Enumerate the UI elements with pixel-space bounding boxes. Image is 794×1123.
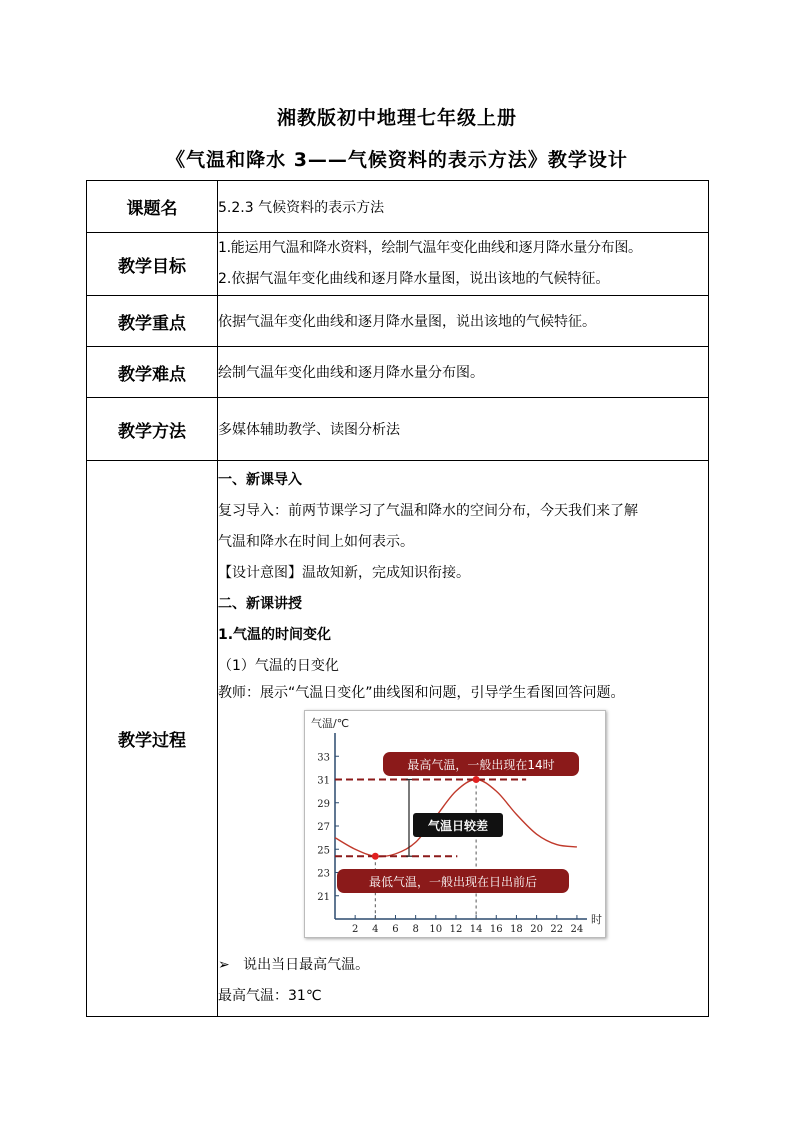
y-tick-label: 31 <box>317 775 330 787</box>
x-tick-label: 16 <box>489 924 503 935</box>
x-tick-label: 10 <box>429 924 443 935</box>
x-tick-label: 22 <box>550 924 564 935</box>
min-annotation: 最低气温，一般出现在日出前后 <box>368 875 538 889</box>
value-key <box>218 296 709 347</box>
value-topic <box>218 181 709 233</box>
x-tick-label: 20 <box>530 924 543 935</box>
row-goals <box>87 233 709 296</box>
x-axis-label: 时 <box>591 913 602 926</box>
max-annotation: 最高气温，一般出现在14时 <box>407 758 555 772</box>
y-axis-label: 气温/℃ <box>311 717 350 730</box>
x-tick-label: 8 <box>412 924 419 935</box>
value-difficulty <box>218 347 709 398</box>
row-method <box>87 398 709 461</box>
label-difficulty: 教学难点 <box>87 347 218 398</box>
row-topic <box>87 181 709 233</box>
topic-text: 5.2.3 气候资料的表示方法 <box>218 199 385 216</box>
design-intent: 【设计意图】温故知新，完成知识衔接。 <box>218 565 470 581</box>
bullet-arrow-icon: ➢ <box>218 957 230 973</box>
x-tick-label: 6 <box>392 924 399 935</box>
review-line-2: 气温和降水在时间上如何表示。 <box>218 534 414 550</box>
section-teaching-heading: 二、新课讲授 <box>218 596 302 612</box>
method-text: 多媒体辅助教学、读图分析法 <box>218 422 400 438</box>
max-point <box>473 776 480 783</box>
lesson-plan-table <box>86 180 709 1017</box>
y-tick-label: 25 <box>317 845 330 857</box>
x-tick-label: 14 <box>469 924 483 935</box>
label-process: 教学过程 <box>87 461 218 1017</box>
x-tick-label: 18 <box>510 924 523 935</box>
range-annotation: 气温日较差 <box>427 819 489 833</box>
y-tick-label: 23 <box>317 868 330 880</box>
label-key: 教学重点 <box>87 296 218 347</box>
document-subtitle: 《气温和降水 3——气候资料的表示方法》教学设计 <box>166 149 628 171</box>
review-line-1: 复习导入：前两节课学习了气温和降水的空间分布，今天我们来了解 <box>218 503 638 519</box>
y-tick-label: 29 <box>317 798 330 810</box>
x-tick-label: 4 <box>372 924 379 935</box>
y-tick-label: 33 <box>317 752 330 764</box>
row-difficulty <box>87 347 709 398</box>
goal-line-1: 1.能运用气温和降水资料，绘制气温年变化曲线和逐月降水量分布图。 <box>218 240 642 256</box>
daily-temperature-chart <box>304 710 606 938</box>
label-method: 教学方法 <box>87 398 218 461</box>
label-goals: 教学目标 <box>87 233 218 296</box>
value-process <box>218 461 709 1017</box>
y-tick-label: 27 <box>317 822 330 833</box>
section-intro-heading: 一、新课导入 <box>218 472 302 488</box>
answer-text: 最高气温：31℃ <box>218 988 322 1004</box>
question-text: 说出当日最高气温。 <box>243 957 370 973</box>
document-title: 湘教版初中地理七年级上册 <box>276 107 517 129</box>
x-tick-label: 2 <box>351 924 359 935</box>
goal-line-2: 2.依据气温年变化曲线和逐月降水量图，说出该地的气候特征。 <box>218 271 610 287</box>
x-tick-label: 24 <box>570 924 584 935</box>
question-item <box>218 950 708 981</box>
subsection-heading: 1.气温的时间变化 <box>218 627 332 643</box>
key-text: 依据气温年变化曲线和逐月降水量图，说出该地的气候特征。 <box>218 314 596 330</box>
row-process <box>87 461 709 1017</box>
value-goals <box>218 233 709 296</box>
value-method <box>218 398 709 461</box>
chart-svg <box>305 711 605 937</box>
teacher-instruction: 教师：展示“气温日变化”曲线图和问题，引导学生看图回答问题。 <box>218 685 625 701</box>
label-topic: 课题名 <box>87 181 218 233</box>
y-tick-label: 21 <box>317 891 330 903</box>
difficulty-text: 绘制气温年变化曲线和逐月降水量分布图。 <box>218 365 484 381</box>
min-point <box>372 853 379 860</box>
subsection-daily: （1）气温的日变化 <box>218 658 339 674</box>
x-tick-label: 12 <box>449 924 463 935</box>
row-key <box>87 296 709 347</box>
